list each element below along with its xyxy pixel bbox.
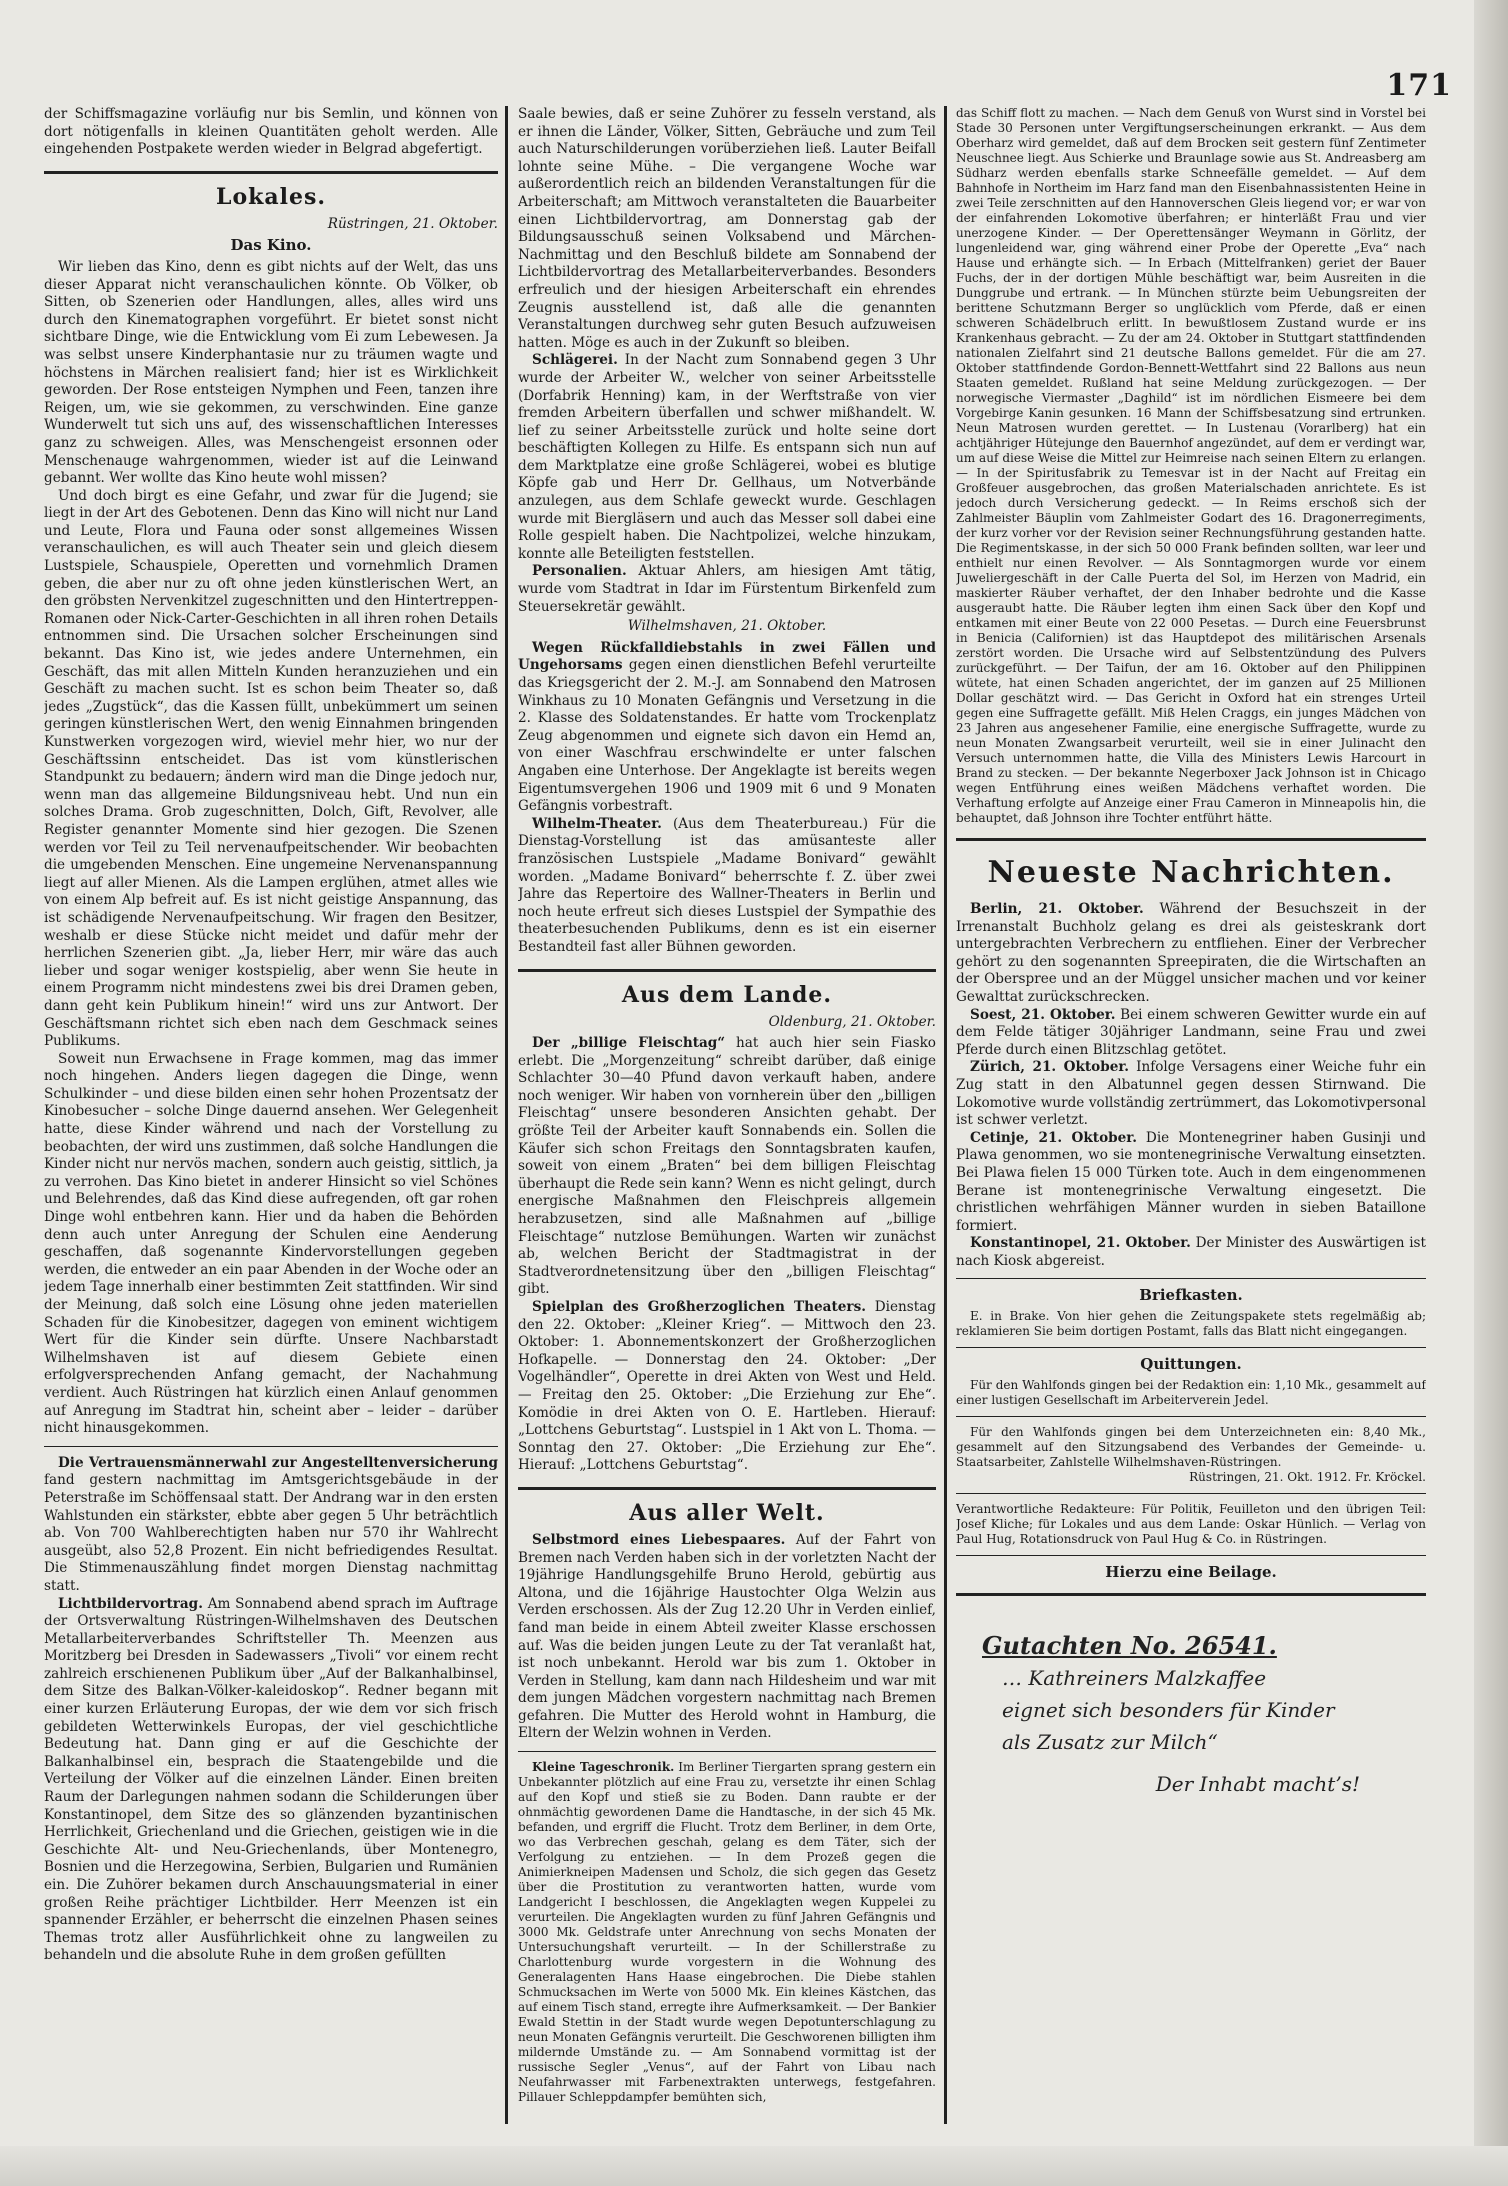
quittung-text: Für den Wahlfonds gingen bei dem Unterzeichneten ein: 8,40 Mk., gesammelt auf den Sitzungsabend des Verbandes der Gemeinde- u. Staatsarbeiter, Zahlstelle Wilhelmshaven-Rüstringen.	[956, 1424, 1426, 1469]
stamp-line: als Zusatz zur Milch“	[1002, 1730, 1218, 1755]
news-item: Zürich, 21. Oktober. Infolge Versagens einer Weiche fuhr ein Zug statt in den Albatunnel gegen dessen Stirnwand. Die Lokomotive wurde vollständig zertrümmert, das Lokomotivpersonal ist schwer verletzt.	[956, 1059, 1426, 1129]
article-lead: Wegen Rückfalldiebstahls in zwei Fällen und Ungehorsams	[518, 639, 936, 674]
page-number: 171	[1386, 68, 1452, 103]
section-rule	[518, 969, 936, 972]
article-lead: Spielplan des Großherzoglichen Theaters.	[532, 1299, 866, 1315]
quittung-text: Für den Wahlfonds gingen bei der Redaktion ein: 1,10 Mk., gesammelt auf einer lustigen Gesellschaft im Arbeiterverein Jedel.	[956, 1377, 1426, 1407]
article-paragraph: Spielplan des Großherzoglichen Theaters. Dienstag den 22. Oktober: „Kleiner Krieg“. — Mittwoch den 23. Oktober: 1. Abonnementskonzert der Großherzoglichen Hofkapelle. — Donnerstag den 24. Oktober: „Der Vogelhändler“, Operette in drei Akten von West und Held. — Freitag den 25. Oktober: „Die Erziehung zur Ehe“. Komödie in drei Akten von O. E. Hartleben. Hierauf: „Lottchens Geburtstag“. Lustspiel in 1 Akt von L. Thoma. — Sonntag den 27. Oktober: „Die Erziehung zur Ehe“. Hierauf: „Lottchens Geburtstag“.	[518, 1299, 936, 1474]
column-3	[956, 106, 1426, 2124]
article-lead: Wilhelm-Theater.	[532, 815, 662, 832]
handwritten-stamp	[966, 1612, 1416, 1814]
news-lead: Berlin, 21. Oktober.	[970, 901, 1144, 917]
article-paragraph: Wegen Rückfalldiebstahls in zwei Fällen und Ungehorsams gegen einen dienstlichen Befehl verurteilte das Kriegsgericht der 2. M.-J. am Sonnabend den Matrosen Winkhaus zu 10 Monaten Gefängnis und Versetzung in die 2. Klasse des Soldatenstandes. Er hatte vom Trockenplatz Zeug abgenommen und eignete sich davon ein Hemd an, von einer Waschfrau erschwindelte er unter falschen Angaben eine Unterhose. Der Angeklagte ist bereits wegen Eigentumsvergehen 1906 und 1909 mit 6 und 9 Monaten Gefängnis vorbestraft.	[518, 639, 936, 815]
article-lead: Lichtbildervortrag.	[58, 1595, 203, 1612]
stamp-line: … Kathreiners Malzkaffee	[1002, 1666, 1267, 1691]
dateline: Wilhelmshaven, 21. Oktober.	[627, 618, 827, 635]
dateline: Rüstringen, 21. Oktober.	[327, 215, 498, 232]
news-item: Berlin, 21. Oktober. Während der Besuchszeit in der Irrenanstalt Buchholz gelang es drei als geisteskrank dort untergebrachten Verbrechern zu entfliehen. Einer der Verbrecher gehört zu den sogenannten Spreepiraten, die die Wirtschaften an der Oberspree und an der Müggel unsicher machen und vor keiner Gewalttat zurückschrecken.	[956, 901, 1426, 1005]
stamp-line: Der Inhabt macht’s!	[1155, 1772, 1360, 1797]
section-heading-lande: Aus dem Lande.	[621, 981, 833, 1008]
article-paragraph: Wilhelm-Theater. (Aus dem Theaterbureau.) Für die Dienstag-Vorstellung ist das amüsanteste aller französischen Lustspiele „Madame Bonivard“ gewählt worden. „Madame Bonivard“ beherrschte f. Z. über zwei Jahre das Repertoire des Wallner-Theaters in Berlin und noch heute erfreut sich dieses Lustspiel der Sympathie des theaterbesuchenden Publikums, denn es ist ein eiserner Bestandteil fast aller Bühnen geworden.	[518, 815, 936, 955]
dateline: Oldenburg, 21. Oktober.	[768, 1013, 936, 1030]
article-lead: Kleine Tageschronik.	[532, 1760, 675, 1775]
article-continuation: das Schiff flott zu machen. — Nach dem Genuß von Wurst sind in Vorstel bei Stade 30 Personen unter Vergiftungserscheinungen erkrankt. — Aus dem Oberharz wird gemeldet, daß auf dem Brocken seit gestern fünf Zentimeter Neuschnee liegt. Aus Schierke und Braunlage sowie aus St. Andreasberg am Südharz werden ebenfalls starke Schneefälle gemeldet. — Auf dem Bahnhofe in Northeim im Harz fand man den Eisenbahnassistenten Heine in zwei Teile zerschnitten auf den Hannoverschen Gleis liegend vor; er war von der einfahrenden Lokomotive überfahren; er hinterläßt Frau und vier unerzogene Kinder. — Der Operettensänger Weymann in Görlitz, der lungenleidend war, ging während einer Probe der Operette „Eva“ nach Hause und erhängte sich. — In Erbach (Mittelfranken) geriet der Bauer Fuchs, der in der dortigen Mühle beschäftigt war, beim Ausreiten in die Dunggrube und ertrank. — In München stürzte beim Uebungsreiten der berittene Schutzmann Berger so unglücklich vom Pferde, daß er einen schweren Schädelbruch erlitt. In bewußtlosem Zustand wurde er ins Krankenhaus gebracht. — Zu der am 24. Oktober in Stuttgart stattfindenden nationalen Zielfahrt sind 21 deutsche Ballons gemeldet. Für die am 27. Oktober stattfindende Gordon-Bennett-Wettfahrt sind 22 Ballons aus neun Staaten gemeldet. Rußland hat seine Meldung zurückgezogen. — Der norwegische Viermaster „Daghild“ ist im nördlichen Eismeere bei dem Vorgebirge Kanin gesunken. 16 Mann der Schiffsbesatzung sind ertrunken. Neun Matrosen wurden gerettet. — In Lustenau (Vorarlberg) hat ein achtjähriger Hütejunge den Bauernhof angezündet, auf dem er verdingt war, um auf diese Weise die Mittel zur Heimreise nach seinen Eltern zu erlangen. — In der Spiritusfabrik zu Temesvar ist in der Nacht auf Freitag ein Großfeuer ausgebrochen, das großen Materialschaden anrichtete. Es ist jedoch durch Versicherung gedeckt. — In Reims erschoß sich der Zahlmeister Bäuplin vom Zahlmeister Godart des 16. Dragonerregiments, der kurz vorher vor der Revision seiner Rechnungsführung gestanden hatte. Die Regimentskasse, in der sich 50 000 Frank befinden sollten, war leer und enthielt nur einen Revolver. — Als Sonntagmorgen wurde vor einem Juweliergeschäft in der Calle Puerta del Sol, im Herzen von Madrid, ein maskierter Räuber verhaftet, der den Inhaber bedrohte und die Kasse ausgeraubt hatte. Die Räuber legten ihm einen Sack über den Kopf und entkamen mit einer Beute von 22 000 Pesetas. — Durch eine Feuersbrunst in Benicia (Californien) ist das Hauptdepot des militärischen Arsenals zerstört worden. Die Ursache wird auf Selbstentzündung des Pulvers zurückgeführt. — Der Taifun, der am 16. Oktober auf den Philippinen wütete, hat einen Schaden angerichtet, der im ganzen auf 25 Millionen Dollar geschätzt wird. — Das Gericht in Oxford hat ein strenges Urteil gegen eine Suffragette gefällt. Miß Helen Craggs, ein junges Mädchen von 23 Jahren aus angesehener Familie, eine energische Suffragette, wurde zu neun Monaten Zwangsarbeit verurteilt, weil sie in einer Julinacht den Versuch unternommen hatte, die Villa des Ministers Lewis Harcourt in Brand zu stecken. — Der bekannte Negerboxer Jack Johnson ist in Chicago wegen Entführung eines weißen Mädchens verhaftet worden. Die Verhaftung erfolgte auf Anzeige einer Frau Cameron in Minneapolis hin, die behauptet, daß Johnson ihre Tochter entführt hätte.	[956, 106, 1426, 825]
article-paragraph: Lichtbildervortrag. Am Sonnabend abend sprach im Auftrage der Ortsverwaltung Rüstringen-Wilhelmshaven des Deutschen Metallarbeiterverbandes Schriftsteller Th. Meenzen aus Moritzberg bei Dresden in Sadewassers „Tivoli“ vor einem recht zahlreich erschienenen Publikum über „Auf der Balkanhalbinsel, dem Sitze des Balkan-Völker-kaleidoskop“. Redner begann mit einer kurzen Erläuterung Europas, der wie dem vor sich frisch gebildeten Wetterwinkels Europas, der viel geschichtliche Bedeutung hat. Dann ging er auf die Geschichte der Balkanhalbinsel ein, besprach die Staatengebilde und die Verteilung der Völker auf die einzelnen Länder. Einen breiten Raum der Darlegungen nahmen sodann die Schilderungen über Konstantinopel, dem Sitze des so glänzenden byzantinischen Herrlichkeit, Griechenland und die Griechen, geistigen wie in die Geschichte Alt- und Neu-Griechenlands, über Montenegro, Bosnien und die Herzegowina, Serbien, Bulgarien und Rumänien ein. Die Zuhörer bekamen durch Anschauungsmaterial in einer großen Reihe prächtiger Lichtbilder. Herr Meenzen ist ein spannender Erzähler, er beherrscht die einzelnen Phasen seines Themas trotz aller Ausführlichkeit ohne zu langweilen zu behandeln und die absolute Ruhe in dem großen gefüllten	[44, 1595, 498, 1964]
news-lead: Konstantinopel, 21. Oktober.	[970, 1235, 1191, 1252]
section-rule	[956, 1278, 1426, 1279]
article-paragraph: Soweit nun Erwachsene in Frage kommen, mag das immer noch hingehen. Anders liegen dagegen die Dinge, wenn Schulkinder – und diese bilden einen sehr hohen Prozentsatz der Kinobesucher – solche Dinge dauernd ansehen. Wer Gelegenheit hatte, diese Kinder während und nach der Vorstellung zu beobachten, der wird uns zustimmen, daß solche Handlungen die Kinder nicht nur nervös machen, sondern auch geistig, sittlich, ja zu verrohen. Das Kino bietet in anderer Hinsicht so viel Schönes und Belehrendes, daß das Kind diese aufregenden, oft gar rohen Dinge wohl entbehren kann. Hier und da haben die Behörden denn auch unter Anregung der Schulen eine Aenderung geschaffen, daß sogenannte Kindervorstellungen gegeben werden, die entweder an ein paar Abenden in der Woche oder an jedem Tage innerhalb einer bestimmten Zeit stattfinden. Wir sind der Meinung, daß solch eine Lösung ohne jeden materiellen Schaden für die Kinobesitzer, dagegen von eminent wichtigem Wert für die Kinder sein dürfte. Unsere Nachbarstadt Wilhelmshaven ist auf diesem Gebiete einen erfolgversprechenden Anfang gemacht, der Nachahmung verdient. Auch Rüstringen hat kürzlich einen Anlauf genommen auf Anregung im Stadtrat hin, scheint aber – leider – darüber nicht hinausgekommen.	[44, 1050, 498, 1437]
quittungen-heading: Quittungen.	[1140, 1355, 1242, 1374]
section-rule	[956, 838, 1426, 841]
quittung-signature: Rüstringen, 21. Okt. 1912. Fr. Kröckel.	[1189, 1469, 1426, 1484]
page-bottom-shadow	[0, 2146, 1508, 2186]
news-item: Konstantinopel, 21. Oktober. Der Minister des Auswärtigen ist nach Kiosk abgereist.	[956, 1235, 1426, 1269]
section-rule	[956, 1416, 1426, 1417]
article-continuation: der Schiffsmagazine vorläufig nur bis Semlin, und können von dort nötigenfalls in kleinen Quantitäten geholt werden. Alle eingehenden Postpakete werden wieder in Belgrad abgefertigt.	[44, 106, 498, 158]
stamp-line: eignet sich besonders für Kinder	[1002, 1698, 1335, 1723]
article-lead: Die Vertrauensmännerwahl zur Angestelltenversicherung	[58, 1454, 498, 1471]
column-1	[44, 106, 498, 2124]
beilage-note: Hierzu eine Beilage.	[1105, 1562, 1277, 1581]
impressum: Verantwortliche Redakteure: Für Politik, Feuilleton und den übrigen Teil: Josef Kliche; für Lokales und aus dem Lande: Oskar Hünlich. — Verlag von Paul Hug, Rotationsdruck von Paul Hug & Co. in Rüstringen.	[956, 1501, 1426, 1546]
article-lead: Personalien.	[532, 563, 627, 580]
article-lead: Schlägerei.	[532, 352, 618, 369]
section-rule	[518, 1487, 936, 1490]
article-lead: Selbstmord eines Liebespaares.	[532, 1531, 786, 1548]
section-heading-welt: Aus aller Welt.	[629, 1499, 825, 1526]
article-rule	[44, 1446, 498, 1447]
news-lead: Soest, 21. Oktober.	[970, 1006, 1116, 1023]
section-rule	[956, 1347, 1426, 1348]
article-rule	[518, 1751, 936, 1752]
article-paragraph: Und doch birgt es eine Gefahr, und zwar für die Jugend; sie liegt in der Art des Gebotenen. Denn das Kino will nicht nur Land und Leute, Flora und Fauna oder sonst allgemeines Wissen veranschaulichen, es will auch Theater sein und gleich diesem Lustspiele, Schauspiele, Operetten und vornehmlich Dramen geben, die aber nur zu oft ohne jeden künstlerischen Wert, an den gröbsten Nervenkitzel zugeschnitten und den Hintertreppen-Romanen oder Nick-Carter-Geschichten in all ihren rohen Details entnommen sind. Die Ursachen solcher Erscheinungen sind bekannt. Das Kino ist, wie jedes andere Unternehmen, ein Geschäft, das mit allen Mitteln Kunden heranzuziehen und ein Geschäft zu machen sucht. Ist es schon beim Theater so, daß jedes „Zugstück“, das die Kassen füllt, unbekümmert um seinen geringen künstlerischen Wert, den wenig Einnahmen bringenden Kunstwerken vorgezogen wird, wieviel mehr hier, wo nur der Geschäftssinn entscheidet. Das ist vom künstlerischen Standpunkt zu bedauern; ändern wird man die Dinge jedoch nur, wenn man das allgemeine Bildungsniveau hebt. Und nun ein solches Drama. Grob zugeschnitten, Dolch, Gift, Revolver, alle Register genannter Momente sind hier gezogen. Die Szenen werden vor Teil zu Teil nervenaufpeitschender. Wir beobachten die umgebenden Menschen. Eine ungemeine Nervenanspannung liegt auf aller Mienen. Als die Lampen erglühen, atmet alles wie von einem Alp befreit auf. Es ist nicht geistige Anspannung, das ist schädigende Nervenaufpeitschung. Wir fragen den Besitzer, weshalb er diese Stücke nicht meidet und dafür mehr der herrlichen Szenerien gibt. „Ja, lieber Herr, mir wäre das auch lieber und sogar weniger kostspielig, aber wenn Sie heute in einem Programm nicht mindestens zwei bis drei Dramen geben, dann geht kein Publikum hinein!“ wird uns zur Antwort. Der Geschäftsmann richtet sich eben nach dem Geschmack seines Publikums.	[44, 487, 498, 1050]
briefkasten-text: E. in Brake. Von hier gehen die Zeitungspakete stets regelmäßig ab; reklamieren Sie beim dortigen Postamt, falls das Blatt nicht eingegangen.	[956, 1309, 1426, 1339]
column-divider	[505, 106, 508, 2124]
article-paragraph: Die Vertrauensmännerwahl zur Angestelltenversicherung fand gestern nachmittag im Amtsgerichtsgebäude in der Peterstraße im Schöffensaal statt. Der Andrang war in den ersten Wahlstunden ein stärkster, ebbte aber gegen 5 Uhr beträchtlich ab. Von 700 Wahlberechtigten haben nur 570 ihr Wahlrecht ausgeübt, also 52,8 Prozent. Ein nicht befriedigendes Resultat. Die Stimmenauszählung findet morgen Dienstag nachmittag statt.	[44, 1454, 498, 1594]
article-title-kino: Das Kino.	[230, 236, 312, 255]
article-paragraph: Der „billige Fleischtag“ hat auch hier sein Fiasko erlebt. Die „Morgenzeitung“ schreibt darüber, daß einige Schlachter 30—40 Pfund davon verkauft haben, andere noch weniger. Wir haben von vornherein über den „billigen Fleischtag“ unsere besonderen Ansichten gehabt. Der größte Teil der Arbeiter kauft Sonnabends ein. Sollen die Käufer sich schon Freitags den Sonntagsbraten kaufen, soweit von einem „Braten“ bei dem billigen Fleischtag überhaupt die Rede sein kann? Wenn es nicht gelingt, durch energische Maßnahmen den Fleischpreis allgemein herabzusetzen, sind alle Maßnahmen auf „billige Fleischtage“ nutzlose Bemühungen. Warten wir zunächst ab, welchen Bericht der Stadtmagistrat in der Stadtverordnetensitzung über den „billigen Fleischtag“ gibt.	[518, 1035, 936, 1298]
section-heading-neueste: Neueste Nachrichten.	[987, 855, 1395, 890]
news-item: Cetinje, 21. Oktober. Die Montenegriner haben Gusinji und Plawa genommen, wo sie montenegrinische Verwaltung einsetzten. Bei Plawa fielen 15 000 Türken tote. Auch in dem eingenommenen Berane ist montenegrinische Verwaltung eingesetzt. Die christlichen wehrfähigen Männer wurden in sieben Bataillone formiert.	[956, 1129, 1426, 1234]
article-paragraph: Selbstmord eines Liebespaares. Auf der Fahrt von Bremen nach Verden haben sich in der vorletzten Nacht der 19jährige Handlungsgehilfe Bruno Herold, gebürtig aus Altona, und die 16jährige Haustochter Olga Welzin aus Verden erschossen. Als der Zug 12.20 Uhr in Verden einlief, fand man beide in einem Abteil zweiter Klasse erschossen auf. Was die beiden jungen Leute zu der Tat veranlaßt hat, ist noch unbekannt. Herold war bis zum 1. Oktober in Verden in Stellung, kam dann nach Hildesheim und war mit dem jungen Mädchen vorgestern nachmittag nach Bremen gefahren. Die Mutter des Herold wohnt in Hamburg, die Eltern der Welzin wohnen in Verden.	[518, 1531, 936, 1742]
briefkasten-heading: Briefkasten.	[1139, 1286, 1243, 1305]
page-edge-shadow	[1474, 0, 1508, 2186]
news-item: Soest, 21. Oktober. Bei einem schweren Gewitter wurde ein auf dem Felde tätiger 30jähriger Landmann, seine Frau und zwei Pferde durch einen Blitzschlag getötet.	[956, 1006, 1426, 1058]
article-paragraph: Wir lieben das Kino, denn es gibt nichts auf der Welt, das uns dieser Apparat nicht veranschaulichen könnte. Ob Völker, ob Sitten, ob Szenerien oder Handlungen, alles, alles wird uns durch den Kinematographen vorgeführt. Er bietet sonst nicht sichtbare Dinge, wie die Entwicklung vom Ei zum Lebewesen. Ja was selbst unsere Kinderphantasie nur zu träumen wagte und höchstens in Märchen realisiert fand; hier ist es Wirklichkeit geworden. Der Rose entsteigen Nymphen und Feen, tanzen ihre Reigen, um, wie sie gekommen, zu verschwinden. Eine ganze Wunderwelt tut sich uns auf, des wissenschaftlichen Interesses ganz zu schweigen. Alles, was Menschengeist ersonnen oder Menschenauge wahrgenommen, wieder ist auf die Leinwand gebannt. Wer wollte das Kino heute wohl missen?	[44, 258, 498, 487]
news-lead: Cetinje, 21. Oktober.	[970, 1129, 1137, 1146]
article-continuation: Saale bewies, daß er seine Zuhörer zu fesseln verstand, als er ihnen die Länder, Völker, Sitten, Gebräuche und zum Teil auch Naturschilderungen vorüberziehen ließ. Lauter Beifall lohnte seine Mühe. – Die vergangene Woche war außerordentlich reich an bildenden Veranstaltungen für die Arbeiterschaft; am Mittwoch veranstalteten die Bauarbeiter einen Lichtbildervortrag, am Donnerstag gab der Bildungsausschuß seinen Volksabend und Märchen-Nachmittag und den Beschluß bildete am Sonnabend der Lichtbildervortrag des Metallarbeiterverbandes. Besonders erfreulich und der hiesigen Arbeiterschaft ein ehrendes Zeugnis ausstellend ist, daß alle die genannten Veranstaltungen durchweg sehr guten Besuch aufzuweisen hatten. Möge es auch in der Zukunft so bleiben.	[518, 106, 936, 351]
column-divider	[944, 106, 947, 2124]
section-heading-lokales: Lokales.	[215, 183, 327, 210]
section-rule	[956, 1593, 1426, 1596]
section-rule	[956, 1493, 1426, 1494]
article-paragraph: Kleine Tageschronik. Im Berliner Tiergarten sprang gestern ein Unbekannter plötzlich auf eine Frau zu, versetzte ihr einen Schlag auf den Kopf und stieß sie zu Boden. Dann raubte er der ohnmächtig gewordenen Dame die Handtasche, in der sich 45 Mk. befanden, und ergriff die Flucht. Trotz dem Berliner, in dem Orte, wo das Verbrechen geschah, gelang es dem Täter, sich der Verfolgung zu entziehen. — In dem Prozeß gegen die Animierkneipen Madensen und Scholz, die sich gegen das Gesetz über die Prostitution zu verantworten hatten, wurde vom Landgericht I beschlossen, die Angeklagten wegen Kuppelei zu verurteilen. Die Angeklagten wurden zu fünf Jahren Gefängnis und 3000 Mk. Geldstrafe unter Anrechnung von sechs Monaten der Untersuchungshaft verurteilt. — In der Schillerstraße zu Charlottenburg wurde vorgestern in die Wohnung des Generalagenten Hans Haase eingebrochen. Die Diebe stahlen Schmucksachen im Werte von 5000 Mk. Ein kleines Kästchen, das auf einem Tisch stand, erregte ihre Aufmerksamkeit. — Der Bankier Ewald Stettin in der Stadt wurde wegen Depotunterschlagung zu neun Monaten Gefängnis verurteilt. Die Geschworenen billigten ihm mildernde Umstände zu. — Am Sonnabend vormittag ist der russische Segler „Venus“, auf der Fahrt von Libau nach Neufahrwasser mit Farbenextrakten unterwegs, festgefahren. Pillauer Schleppdampfer bemühten sich,	[518, 1760, 936, 2105]
stamp-title: Gutachten No. 26541.	[982, 1631, 1277, 1661]
article-paragraph: Schlägerei. In der Nacht zum Sonnabend gegen 3 Uhr wurde der Arbeiter W., welcher von seiner Arbeitsstelle (Dorfabrik Henning) kam, in der Werftstraße von vier fremden Arbeitern überfallen und schwer mißhandelt. W. lief zu seiner Arbeitsstelle zurück und holte seine dort beschäftigten Kollegen zu Hilfe. Es entspann sich nun auf dem Marktplatze eine große Schlägerei, wobei es blutige Köpfe gab und Herr Dr. Gellhaus, um Notverbände anzulegen, aus dem Schlafe geweckt wurde. Geschlagen wurde mit Biergläsern und auch das Messer soll dabei eine Rolle gespielt haben. Die Nachtpolizei, welche hinzukam, konnte alle Beteiligten feststellen.	[518, 352, 936, 562]
section-rule	[44, 171, 498, 174]
section-rule	[956, 1555, 1426, 1556]
article-lead: Der „billige Fleischtag“	[532, 1035, 726, 1052]
column-2	[518, 106, 936, 2124]
article-paragraph: Personalien. Aktuar Ahlers, am hiesigen Amt tätig, wurde vom Stadtrat in Idar im Fürstentum Birkenfeld zum Steuersekretär gewählt.	[518, 563, 936, 615]
news-lead: Zürich, 21. Oktober.	[970, 1059, 1130, 1076]
